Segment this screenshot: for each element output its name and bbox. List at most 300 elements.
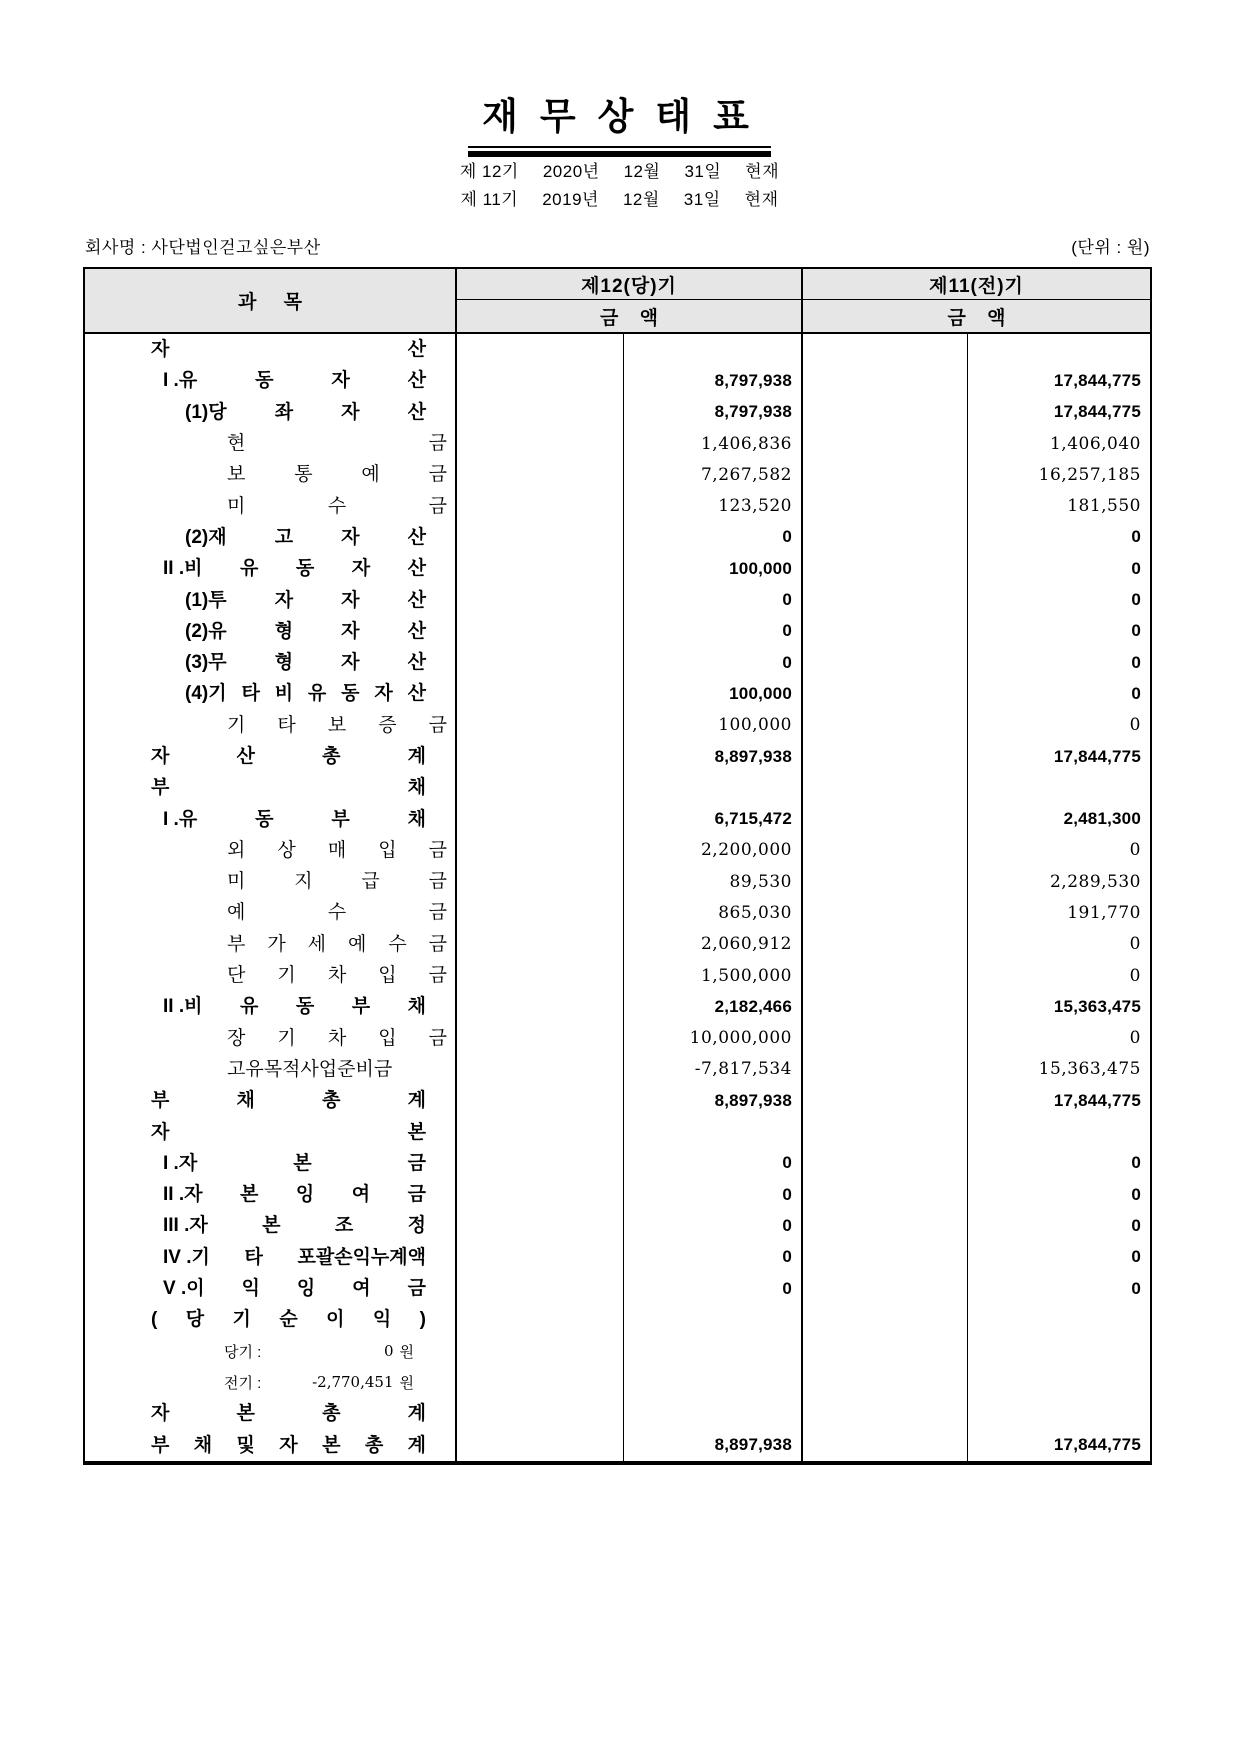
label-token: 자 (351, 558, 371, 580)
label-token: 금 (428, 871, 447, 893)
amount-value: 0 (1131, 1247, 1141, 1267)
amount-previous-spacer (803, 1116, 968, 1147)
label-token: 자 (341, 620, 360, 642)
amount-current (624, 1179, 803, 1210)
amount-value: 865,030 (718, 902, 792, 923)
amount-previous-spacer (803, 1210, 968, 1241)
period-token: 12월 (623, 162, 661, 181)
amount-value: 100,000 (718, 715, 792, 736)
amount-previous-spacer (803, 960, 968, 991)
label-token: II .비 (163, 996, 203, 1018)
label-token: 본 (262, 1215, 281, 1237)
label-token: I .자 (163, 1152, 198, 1174)
amount-value: 89,530 (729, 871, 792, 892)
label-token: 부 (151, 777, 170, 799)
amount-current (624, 929, 803, 960)
account-label (227, 1060, 447, 1079)
amount-previous (968, 772, 1150, 803)
label-token: 여 (351, 1184, 371, 1206)
statement-row (85, 1242, 1150, 1273)
label-token: 채 (407, 996, 426, 1018)
label-token: 산 (407, 589, 426, 611)
period-line (0, 158, 1239, 186)
amount-current (624, 1429, 803, 1460)
amount-value: 1,406,836 (700, 433, 792, 454)
amount-current (624, 897, 803, 928)
account-label (227, 1029, 447, 1048)
label-token: 당 (185, 1309, 205, 1331)
label-token: 자 (151, 339, 170, 361)
amount-current-spacer (457, 1116, 624, 1147)
amount-value: 0 (782, 1215, 792, 1235)
account-label-cell (85, 1398, 457, 1429)
amount-value: 0 (782, 1247, 792, 1267)
period-token: 제 11기 (460, 190, 519, 209)
statement-row (85, 929, 1150, 960)
amount-previous (968, 1116, 1150, 1147)
label-token: 익 (241, 1278, 260, 1300)
amount-previous (968, 490, 1150, 521)
amount-current-spacer (457, 960, 624, 991)
label-token: 채 (407, 777, 426, 799)
label-token: 부 (151, 1090, 170, 1112)
account-label (163, 1216, 426, 1235)
account-label-cell (85, 490, 457, 521)
account-label-cell (85, 803, 457, 834)
amount-current-spacer (457, 1085, 624, 1116)
amount-current-spacer (457, 584, 624, 615)
account-label-cell (85, 428, 457, 459)
account-label-cell (85, 1210, 457, 1241)
account-label-cell (85, 397, 457, 428)
label-token: 보 (227, 464, 246, 486)
account-label-cell (85, 1023, 457, 1054)
account-label (163, 810, 426, 829)
amount-previous (968, 897, 1150, 928)
label-token: (1)당 (185, 401, 227, 423)
statement-row (85, 897, 1150, 928)
amount-current-spacer (457, 741, 624, 772)
label-token: 부 (351, 996, 371, 1018)
label-token: 산 (407, 339, 426, 361)
label-token: 외 (227, 839, 246, 861)
amount-previous-spacer (803, 397, 968, 428)
amount-value: 0 (782, 1278, 792, 1298)
note-unit: 원 (399, 1374, 414, 1392)
label-token: 계 (407, 1090, 426, 1112)
amount-current-spacer (457, 929, 624, 960)
account-label-cell (85, 1179, 457, 1210)
amount-previous (968, 1148, 1150, 1179)
label-token: 총 (322, 1403, 341, 1425)
account-label (151, 778, 426, 797)
label-token: 장 (227, 1027, 246, 1049)
account-label (185, 684, 426, 703)
label-token: 미 (227, 495, 246, 517)
amount-previous (968, 991, 1150, 1022)
company-name: 회사명 : 사단법인걷고싶은부산 (85, 238, 321, 257)
label-token: 좌 (274, 401, 294, 423)
amount-value: 17,844,775 (1053, 370, 1141, 390)
amount-value: 7,267,582 (700, 464, 792, 485)
amount-value: 191,770 (1067, 902, 1141, 923)
amount-previous (968, 1210, 1150, 1241)
label-token: 증 (378, 714, 397, 736)
amount-value: 15,363,475 (1038, 1059, 1141, 1080)
account-label-cell (85, 365, 457, 396)
account-label (185, 622, 426, 641)
label-token: 산 (407, 683, 426, 705)
amount-previous (968, 960, 1150, 991)
label-token: V .이 (163, 1278, 205, 1300)
amount-previous-spacer (803, 1304, 968, 1335)
note-amount: -2,770,451 (312, 1373, 394, 1392)
label-token: III .자 (163, 1215, 208, 1237)
page-title: 재무상태표 (468, 86, 771, 148)
amount-previous (968, 428, 1150, 459)
amount-previous-spacer (803, 741, 968, 772)
amount-previous-spacer (803, 835, 968, 866)
label-token: 입 (378, 965, 397, 987)
amount-value: 0 (1131, 1184, 1141, 1204)
statement-row (85, 1273, 1150, 1304)
label-token: 금 (428, 714, 447, 736)
amount-value: 1,500,000 (700, 965, 792, 986)
account-label (227, 497, 447, 516)
amount-previous-spacer (803, 647, 968, 678)
statement-row (85, 647, 1150, 678)
amount-current-spacer (457, 1367, 624, 1398)
table-header (85, 269, 1150, 334)
amount-previous-spacer (803, 616, 968, 647)
amount-previous-spacer (803, 929, 968, 960)
label-token: 부 (331, 808, 350, 830)
label-token: 잉 (296, 1278, 316, 1300)
label-token: 입 (378, 1027, 397, 1049)
account-label-cell (85, 459, 457, 490)
label-token: 고 (274, 526, 294, 548)
account-label (163, 371, 426, 390)
amount-value: 0 (782, 621, 792, 641)
label-token: 금 (428, 433, 447, 455)
label-token: 부 (227, 933, 246, 955)
amount-current-spacer (457, 1304, 624, 1335)
note-label: 당기 : (224, 1343, 262, 1361)
amount-previous-spacer (803, 553, 968, 584)
account-label (163, 1154, 426, 1173)
amount-previous (968, 929, 1150, 960)
label-token: 자 (341, 526, 360, 548)
note-amount: 0 (383, 1342, 394, 1361)
amount-current (624, 1398, 803, 1429)
amount-current-spacer (457, 1210, 624, 1241)
account-label-cell (85, 1054, 457, 1085)
amount-value: 2,182,466 (714, 996, 792, 1016)
label-token: 산 (407, 370, 426, 392)
period-token: 2020년 (542, 162, 600, 181)
account-label (227, 716, 447, 735)
label-token: 본 (236, 1403, 255, 1425)
amount-previous-spacer (803, 522, 968, 553)
account-label (151, 1436, 426, 1455)
period-line (0, 186, 1239, 214)
account-label (163, 1185, 426, 1204)
statement-row (85, 1148, 1150, 1179)
label-token: 금 (428, 902, 447, 924)
label-token: (1)투 (185, 589, 227, 611)
amount-value: 0 (1131, 590, 1141, 610)
label-token: ) (419, 1309, 426, 1331)
account-label-cell (85, 334, 457, 365)
amount-value: -7,817,534 (694, 1059, 792, 1080)
account-label (163, 997, 426, 1016)
account-label (151, 1123, 426, 1142)
amount-previous-spacer (803, 1054, 968, 1085)
statement-row (85, 991, 1150, 1022)
amount-value: 100,000 (729, 558, 792, 578)
amount-current-spacer (457, 365, 624, 396)
statement-row (85, 772, 1150, 803)
label-token: (3)무 (185, 652, 227, 674)
label-token: 입 (378, 839, 397, 861)
amount-previous (968, 647, 1150, 678)
label-token: 금 (428, 464, 447, 486)
label-token: 비 (274, 683, 294, 705)
label-token: 자 (374, 683, 393, 705)
account-label (185, 653, 426, 672)
header-amount-previous: 금 액 (947, 307, 1006, 329)
label-token: 매 (327, 839, 347, 861)
label-token: 이 (326, 1309, 345, 1331)
label-token: 자 (341, 652, 360, 674)
account-label-cell (85, 678, 457, 709)
account-label-cell (85, 1429, 457, 1460)
amount-value: 8,897,938 (714, 1435, 792, 1455)
statement-row (85, 334, 1150, 365)
amount-previous-spacer (803, 1242, 968, 1273)
amount-current-spacer (457, 1054, 624, 1085)
account-label (227, 903, 447, 922)
label-token: 자 (331, 370, 350, 392)
amount-previous (968, 1179, 1150, 1210)
amount-current-spacer (457, 459, 624, 490)
label-token: 계 (407, 1403, 426, 1425)
amount-current-spacer (457, 1179, 624, 1210)
period-token: 31일 (684, 162, 722, 181)
label-token: 금 (428, 495, 447, 517)
label-token: 자 (151, 1403, 170, 1425)
amount-current (624, 1336, 803, 1367)
amount-value: 8,897,938 (714, 1090, 792, 1110)
account-label-cell (85, 897, 457, 928)
amount-current-spacer (457, 897, 624, 928)
amount-current-spacer (457, 334, 624, 365)
account-label-cell (85, 835, 457, 866)
label-token: I .유 (163, 370, 198, 392)
amount-value: 2,200,000 (700, 840, 792, 861)
header-previous-period: 제11(전)기 (803, 269, 1150, 300)
unit-note: (단위 : 원) (1071, 238, 1150, 257)
amount-previous (968, 1429, 1150, 1460)
label-token: 총 (364, 1434, 384, 1456)
label-token: 산 (407, 401, 426, 423)
statement-row (85, 428, 1150, 459)
label-token: 형 (274, 620, 294, 642)
amount-current (624, 334, 803, 365)
amount-previous-spacer (803, 1336, 968, 1367)
company-row (85, 233, 1150, 258)
account-label-cell (85, 741, 457, 772)
amount-previous (968, 616, 1150, 647)
amount-current (624, 991, 803, 1022)
amount-current-spacer (457, 1398, 624, 1429)
statement-row (85, 397, 1150, 428)
account-label (151, 1310, 426, 1329)
amount-previous-spacer (803, 1398, 968, 1429)
statement-row (85, 1116, 1150, 1147)
statement-row (85, 1210, 1150, 1241)
label-token: 동 (255, 808, 274, 830)
statement-row (85, 1367, 1150, 1398)
label-token: 조 (334, 1215, 354, 1237)
amount-value: 15,363,475 (1053, 996, 1141, 1016)
amount-current (624, 1210, 803, 1241)
amount-current-spacer (457, 772, 624, 803)
label-token: 금 (428, 1027, 447, 1049)
amount-current (624, 1116, 803, 1147)
label-token: 타 (244, 1246, 263, 1268)
amount-value: 0 (1131, 1278, 1141, 1298)
label-token: 동 (341, 683, 360, 705)
label-token: 현 (227, 433, 246, 455)
label-token: 본 (293, 1152, 312, 1174)
amount-previous-spacer (803, 334, 968, 365)
statement-row (85, 960, 1150, 991)
label-token: 본 (240, 1184, 259, 1206)
label-token: 총 (322, 746, 341, 767)
amount-previous-spacer (803, 772, 968, 803)
amount-value: 0 (1131, 1153, 1141, 1173)
amount-current-spacer (457, 647, 624, 678)
period-token: 31일 (683, 190, 721, 209)
account-label (227, 966, 447, 985)
statement-row (85, 616, 1150, 647)
account-label (185, 403, 426, 422)
label-token: 부 (151, 1434, 170, 1456)
statement-row (85, 522, 1150, 553)
label-token: 동 (295, 996, 315, 1018)
account-label-cell (85, 772, 457, 803)
period-token: 현재 (745, 162, 780, 181)
label-token: 금 (428, 933, 447, 955)
amount-current (624, 710, 803, 741)
period-token: 제 12기 (459, 162, 519, 181)
label-token: 금 (407, 1152, 426, 1174)
amount-previous (968, 1398, 1150, 1429)
amount-previous (968, 1023, 1150, 1054)
amount-value: 8,897,938 (714, 746, 792, 766)
label-token: 타 (277, 714, 296, 736)
label-token: 계 (407, 746, 426, 767)
amount-value: 6,715,472 (714, 809, 792, 829)
label-token: 본 (322, 1434, 341, 1456)
amount-current-spacer (457, 1429, 624, 1460)
label-token: I .유 (163, 808, 198, 830)
amount-previous-spacer (803, 1023, 968, 1054)
amount-current-spacer (457, 553, 624, 584)
label-token: 세 (307, 933, 327, 955)
account-label (151, 1091, 426, 1110)
amount-current (624, 803, 803, 834)
amount-current-spacer (457, 991, 624, 1022)
amount-current-spacer (457, 490, 624, 521)
amount-current-spacer (457, 835, 624, 866)
amount-current (624, 1085, 803, 1116)
statement-row (85, 1304, 1150, 1335)
label-token: 지 (294, 871, 313, 893)
amount-current (624, 490, 803, 521)
amount-previous (968, 1085, 1150, 1116)
amount-previous (968, 334, 1150, 365)
account-label (151, 340, 426, 359)
amount-current-spacer (457, 1148, 624, 1179)
amount-value: 0 (1131, 683, 1141, 703)
amount-previous-spacer (803, 1273, 968, 1304)
label-token: 본 (407, 1121, 426, 1143)
statement-row (85, 365, 1150, 396)
account-label-cell (85, 522, 457, 553)
amount-current-spacer (457, 1242, 624, 1273)
balance-sheet-table (83, 267, 1152, 1465)
account-label-cell (85, 553, 457, 584)
label-token: 포괄손익누계액 (297, 1246, 426, 1268)
amount-value: 100,000 (729, 683, 792, 703)
amount-value: 0 (782, 590, 792, 610)
amount-current (624, 647, 803, 678)
amount-previous (968, 365, 1150, 396)
label-token: 유 (240, 558, 259, 580)
label-token: 자 (274, 589, 294, 611)
amount-previous (968, 522, 1150, 553)
amount-previous-spacer (803, 803, 968, 834)
period-token: 12월 (622, 190, 660, 209)
amount-value: 17,844,775 (1053, 1090, 1141, 1110)
amount-current (624, 772, 803, 803)
amount-previous (968, 553, 1150, 584)
statement-row (85, 1336, 1150, 1367)
account-label-cell (85, 584, 457, 615)
net-income-note (224, 1341, 414, 1362)
label-token: 자 (151, 1121, 170, 1143)
statement-row (85, 835, 1150, 866)
label-token: 자 (151, 746, 170, 767)
statement-row (85, 1429, 1150, 1460)
label-token: 산 (407, 620, 426, 642)
account-label (163, 1279, 426, 1298)
amount-value: 1,406,040 (1049, 433, 1141, 454)
account-label (227, 935, 447, 954)
account-label-cell (85, 960, 457, 991)
account-label-cell (85, 1148, 457, 1179)
account-label-cell (85, 1116, 457, 1147)
amount-previous (968, 710, 1150, 741)
label-token: 자 (341, 401, 360, 423)
account-label-cell (85, 991, 457, 1022)
amount-previous (968, 397, 1150, 428)
amount-previous (968, 1242, 1150, 1273)
amount-previous (968, 835, 1150, 866)
amount-current (624, 428, 803, 459)
